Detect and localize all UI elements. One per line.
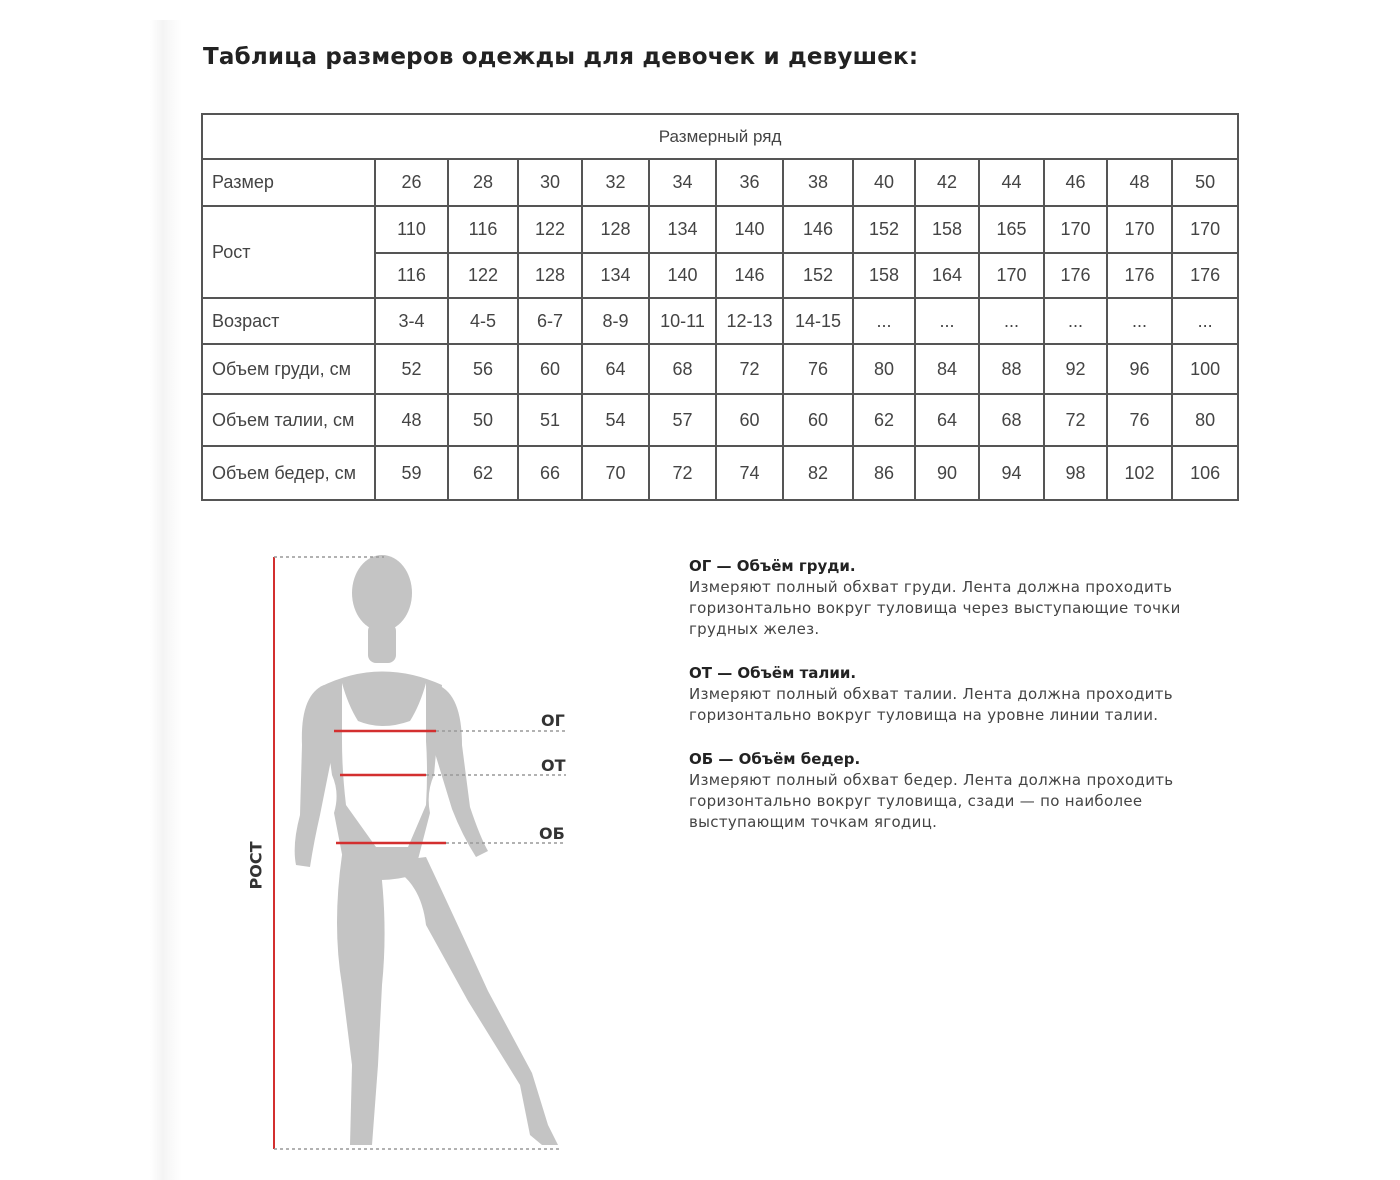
table-cell: 28 xyxy=(448,159,518,206)
waist-description-heading: ОТ — Объём талии. xyxy=(689,664,857,682)
table-cell: 38 xyxy=(783,159,853,206)
decorative-side-strip xyxy=(150,20,182,1180)
description-line: грудных желез. xyxy=(689,620,820,638)
row-label-age: Возраст xyxy=(202,298,375,344)
size-row xyxy=(202,159,1238,206)
table-cell: 88 xyxy=(979,344,1044,394)
table-cell: 12-13 xyxy=(716,298,783,344)
table-cell: 68 xyxy=(979,394,1044,446)
row-label-size: Размер xyxy=(202,159,375,206)
caption-row xyxy=(202,114,1238,159)
table-cell: 51 xyxy=(518,394,582,446)
description-line: выступающим точкам ягодиц. xyxy=(689,813,938,831)
table-cell: 8-9 xyxy=(582,298,649,344)
table-cell: 146 xyxy=(716,253,783,298)
table-cell: 66 xyxy=(518,446,582,500)
row-label-hips: Объем бедер, см xyxy=(202,446,375,500)
table-cell: 64 xyxy=(915,394,979,446)
table-cell: 48 xyxy=(375,394,448,446)
table-cell: 116 xyxy=(375,253,448,298)
table-cell: 50 xyxy=(1172,159,1238,206)
table-cell: 152 xyxy=(783,253,853,298)
hips-row xyxy=(202,446,1238,500)
table-cell: 96 xyxy=(1107,344,1172,394)
age-row xyxy=(202,298,1238,344)
table-cell: 80 xyxy=(1172,394,1238,446)
height-axis-label: РОСТ xyxy=(246,841,266,889)
table-cell: 128 xyxy=(582,206,649,253)
table-cell: 57 xyxy=(649,394,716,446)
table-cell: 176 xyxy=(1044,253,1107,298)
table-cell: 110 xyxy=(375,206,448,253)
table-cell: 4-5 xyxy=(448,298,518,344)
row-label-chest: Объем груди, см xyxy=(202,344,375,394)
table-caption: Размерный ряд xyxy=(202,114,1238,159)
table-cell: ... xyxy=(1172,298,1238,344)
chest-description-heading: ОГ — Объём груди. xyxy=(689,557,856,575)
table-cell: 106 xyxy=(1172,446,1238,500)
hips-description-heading: ОБ — Объём бедер. xyxy=(689,750,861,768)
table-cell: 158 xyxy=(915,206,979,253)
table-cell: 34 xyxy=(649,159,716,206)
table-cell: 80 xyxy=(853,344,915,394)
table-cell: 46 xyxy=(1044,159,1107,206)
table-cell: 140 xyxy=(716,206,783,253)
table-cell: 102 xyxy=(1107,446,1172,500)
description-line: Измеряют полный обхват бедер. Лента должна проходить xyxy=(689,771,1174,789)
table-cell: ... xyxy=(1044,298,1107,344)
table-cell: 60 xyxy=(783,394,853,446)
table-cell: 26 xyxy=(375,159,448,206)
waist-label: ОТ xyxy=(541,756,566,775)
table-cell: ... xyxy=(979,298,1044,344)
table-cell: 128 xyxy=(518,253,582,298)
table-cell: 76 xyxy=(783,344,853,394)
silhouette xyxy=(295,555,558,1145)
body-measurement-figure xyxy=(230,545,590,1165)
table-cell: ... xyxy=(915,298,979,344)
description-line: Измеряют полный обхват талии. Лента должна проходить xyxy=(689,685,1173,703)
table-cell: 32 xyxy=(582,159,649,206)
table-cell: 94 xyxy=(979,446,1044,500)
table-cell: 56 xyxy=(448,344,518,394)
table-cell: 84 xyxy=(915,344,979,394)
table-cell: 48 xyxy=(1107,159,1172,206)
table-cell: 50 xyxy=(448,394,518,446)
table-cell: 40 xyxy=(853,159,915,206)
table-cell: 165 xyxy=(979,206,1044,253)
table-cell: 30 xyxy=(518,159,582,206)
table-cell: 176 xyxy=(1172,253,1238,298)
table-cell: 86 xyxy=(853,446,915,500)
table-cell: 70 xyxy=(582,446,649,500)
row-label-waist: Объем талии, см xyxy=(202,394,375,446)
table-cell: ... xyxy=(1107,298,1172,344)
table-cell: 44 xyxy=(979,159,1044,206)
table-cell: 116 xyxy=(448,206,518,253)
table-cell: 164 xyxy=(915,253,979,298)
table-cell: 72 xyxy=(1044,394,1107,446)
table-cell: 52 xyxy=(375,344,448,394)
hips-description xyxy=(689,749,1249,833)
size-table xyxy=(201,113,1239,501)
table-cell: 6-7 xyxy=(518,298,582,344)
table-cell: 152 xyxy=(853,206,915,253)
table-cell: 170 xyxy=(1172,206,1238,253)
table-cell: 140 xyxy=(649,253,716,298)
table-cell: 98 xyxy=(1044,446,1107,500)
description-line: горизонтально вокруг туловища через выступающие точки xyxy=(689,599,1181,617)
table-cell: 62 xyxy=(448,446,518,500)
table-cell: 122 xyxy=(518,206,582,253)
table-cell: 72 xyxy=(716,344,783,394)
table-cell: 90 xyxy=(915,446,979,500)
table-cell: 100 xyxy=(1172,344,1238,394)
table-cell: 74 xyxy=(716,446,783,500)
table-cell: 170 xyxy=(979,253,1044,298)
height-axis-label-wrap xyxy=(236,835,276,895)
table-cell: 36 xyxy=(716,159,783,206)
table-cell: 134 xyxy=(582,253,649,298)
table-cell: 68 xyxy=(649,344,716,394)
description-line: горизонтально вокруг туловища, сзади — по наиболее xyxy=(689,792,1143,810)
table-cell: 176 xyxy=(1107,253,1172,298)
table-cell: 92 xyxy=(1044,344,1107,394)
table-cell: 170 xyxy=(1107,206,1172,253)
table-cell: 60 xyxy=(518,344,582,394)
description-line: горизонтально вокруг туловища на уровне линии талии. xyxy=(689,706,1159,724)
chest-row xyxy=(202,344,1238,394)
table-cell: 10-11 xyxy=(649,298,716,344)
table-cell: 62 xyxy=(853,394,915,446)
table-cell: 170 xyxy=(1044,206,1107,253)
table-cell: 158 xyxy=(853,253,915,298)
table-cell: ... xyxy=(853,298,915,344)
table-cell: 60 xyxy=(716,394,783,446)
table-cell: 54 xyxy=(582,394,649,446)
height-row-min xyxy=(202,206,1238,253)
table-cell: 14-15 xyxy=(783,298,853,344)
table-cell: 134 xyxy=(649,206,716,253)
table-cell: 3-4 xyxy=(375,298,448,344)
table-cell: 59 xyxy=(375,446,448,500)
table-cell: 146 xyxy=(783,206,853,253)
page-title: Таблица размеров одежды для девочек и девушек: xyxy=(203,44,919,70)
table-cell: 82 xyxy=(783,446,853,500)
description-line: Измеряют полный обхват груди. Лента должна проходить xyxy=(689,578,1173,596)
chest-description xyxy=(689,556,1249,640)
table-cell: 42 xyxy=(915,159,979,206)
table-cell: 64 xyxy=(582,344,649,394)
chest-label: ОГ xyxy=(541,711,565,730)
row-label-height: Рост xyxy=(202,206,375,298)
hips-label: ОБ xyxy=(539,824,565,843)
table-cell: 72 xyxy=(649,446,716,500)
waist-description xyxy=(689,663,1249,726)
table-cell: 122 xyxy=(448,253,518,298)
waist-row xyxy=(202,394,1238,446)
table-cell: 76 xyxy=(1107,394,1172,446)
